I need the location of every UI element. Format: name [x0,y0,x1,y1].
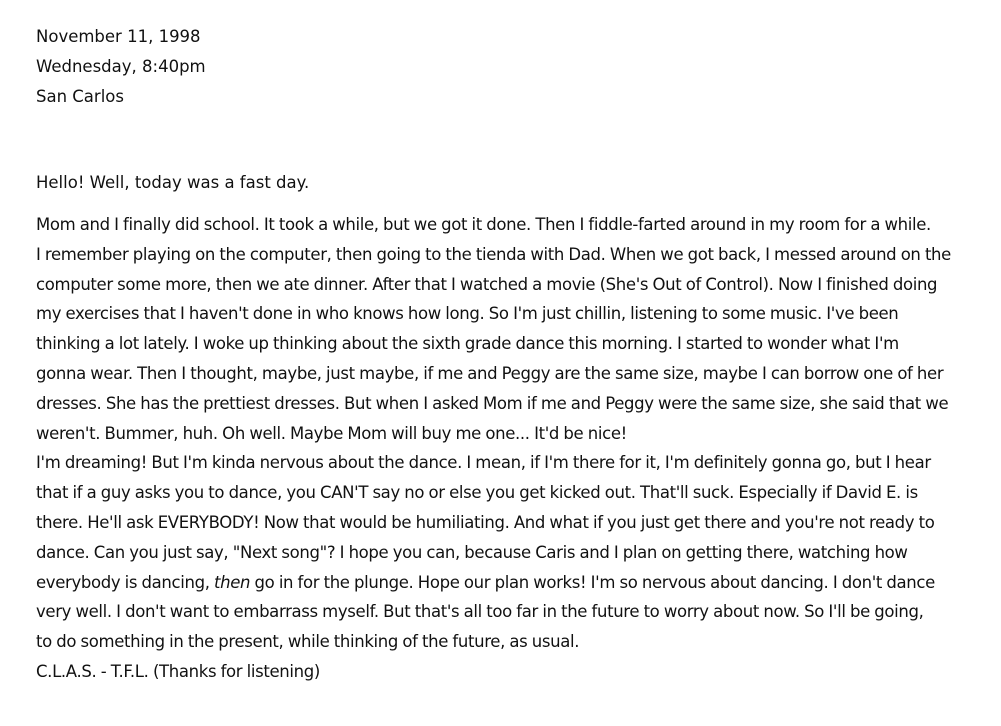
text-line: gonna wear. Then I thought, maybe, just maybe, if me and Peggy are the same size, maybe I can borrow one of her [36,363,944,383]
entry-greeting: Hello! Well, today was a fast day. [36,173,310,192]
entry-body [36,210,981,687]
journal-entry [36,22,981,687]
text-line: there. He'll ask EVERYBODY! Now that would be humiliating. And what if you just get there and you're not ready to [36,512,935,532]
emphasized-word: then [214,572,251,592]
text-line: I'm dreaming! But I'm kinda nervous about the dance. I mean, if I'm there for it, I'm definitely gonna go, but I hear [36,453,931,473]
text-line: that if a guy asks you to dance, you CAN'T say no or else you get kicked out. That'll suck. Especially if David E. is [36,483,918,503]
text-segment: go in for the plunge. Hope our plan works! I'm so nervous about dancing. I don't dance [250,572,935,592]
signoff-text: C.L.A.S. - T.F.L. (Thanks for listening) [36,661,320,681]
text-line: dance. Can you just say, "Next song"? I hope you can, because Caris and I plan on getting there, watching how [36,542,908,562]
text-line: my exercises that I haven't done in who knows how long. So I'm just chillin, listening to some music. I've been [36,304,899,324]
entry-location: San Carlos [36,87,124,106]
text-line: dresses. She has the prettiest dresses. But when I asked Mom if me and Peggy were the same size, she said that we [36,393,949,413]
signoff [36,657,981,687]
entry-day-time: Wednesday, 8:40pm [36,57,206,76]
text-line: Mom and I finally did school. It took a while, but we got it done. Then I fiddle-farted around in my room for a while. [36,215,931,234]
text-segment: everybody is dancing, [36,572,215,592]
text-line: computer some more, then we ate dinner. After that I watched a movie (She's Out of Control). Now I finished doing [36,274,938,294]
text-line: weren't. Bummer, huh. Oh well. Maybe Mom will buy me one... It'd be nice! [36,423,627,443]
text-line-emphasis [36,568,981,598]
text-line: thinking a lot lately. I woke up thinking about the sixth grade dance this morning. I started to wonder what I'm [36,334,899,354]
text-line: to do something in the present, while thinking of the future, as usual. [36,632,580,652]
text-line: I remember playing on the computer, then going to the tienda with Dad. When we got back, I messed around on the [36,244,951,264]
paragraph-1 [36,210,981,448]
entry-header [36,22,981,112]
entry-date: November 11, 1998 [36,27,201,46]
paragraph-2 [36,448,981,657]
text-line: very well. I don't want to embarrass myself. But that's all too far in the future to worry about now. So I'll be going, [36,602,924,622]
